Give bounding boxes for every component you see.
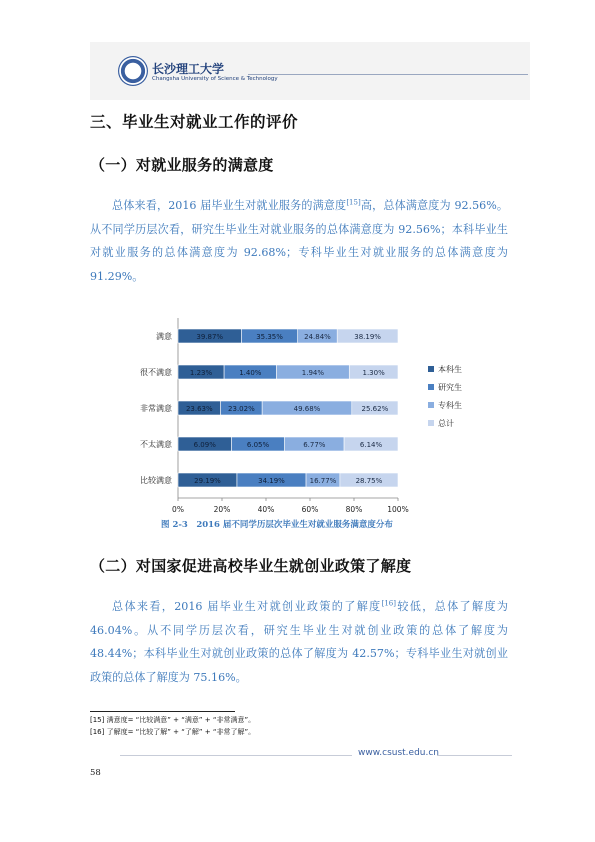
category-label: 比较满意	[140, 476, 172, 485]
data-label: 6.77%	[303, 440, 326, 449]
legend-swatch	[428, 420, 434, 426]
footnote-16: [16] 了解度= “比较了解” + “了解” + “非常了解”。	[90, 728, 256, 736]
data-label: 1.30%	[362, 368, 385, 377]
legend-swatch	[428, 402, 434, 408]
data-label: 34.19%	[258, 476, 285, 485]
satisfaction-stacked-bar-chart	[138, 308, 478, 514]
category-label: 很不满意	[140, 368, 172, 377]
footnote-ref-16[interactable]: [16]	[381, 599, 396, 608]
paragraph-text-end: 高，总体满意度为 92.56%。从不同学历层次看，研究生毕业生对就业服务的总体满意度为 92.56%；本科毕业生对就业服务的总体满意度为 92.68%；专科毕业生对就业服务的总体满意度为 91.29%。	[90, 199, 509, 283]
x-tick-label: 80%	[345, 505, 363, 514]
subsection-title-1: （一）对就业服务的满意度	[90, 156, 274, 174]
data-label: 38.19%	[354, 332, 381, 341]
data-label: 23.63%	[185, 404, 213, 413]
data-label: 6.05%	[246, 440, 270, 449]
data-label: 25.62%	[361, 404, 389, 413]
page-number: 58	[90, 768, 101, 778]
category-label: 不太满意	[140, 440, 172, 449]
footnote-15: [15] 满意度= “比较满意” + “满意” + “非常满意”。	[90, 716, 256, 724]
data-label: 24.84%	[304, 332, 331, 341]
legend-swatch	[428, 366, 434, 372]
footnote-ref-15[interactable]: [15]	[346, 198, 361, 207]
footer-url[interactable]: www.csust.edu.cn	[358, 748, 440, 758]
footnote-divider	[90, 711, 235, 712]
legend-swatch	[428, 384, 434, 390]
legend-label: 研究生	[438, 383, 462, 392]
data-label: 35.35%	[256, 332, 283, 341]
footer-divider	[437, 755, 512, 756]
data-label: 23.02%	[228, 404, 255, 413]
university-logo-icon	[118, 56, 148, 86]
subsection-title-2: （二）对国家促进高校毕业生就创业政策了解度	[90, 557, 412, 575]
x-tick-label: 100%	[387, 505, 409, 514]
university-english-name: Changsha University of Science & Technology	[152, 76, 278, 82]
header-divider	[248, 74, 528, 75]
data-label: 16.77%	[309, 476, 337, 485]
x-tick-label: 20%	[213, 505, 231, 514]
paragraph-text-start: 总体来看，2016 届毕业生对就业服务的满意度	[112, 199, 347, 212]
x-tick-label: 40%	[257, 505, 275, 514]
data-label: 1.40%	[239, 368, 262, 377]
data-label: 6.14%	[359, 440, 383, 449]
data-label: 49.68%	[293, 404, 321, 413]
legend-label: 总计	[438, 419, 454, 428]
footer-divider	[120, 755, 352, 756]
paragraph-text-end: 较低，总体了解度为 46.04%。从不同学历层次看，研究生毕业生对就创业政策的总体了解度为 48.44%；本科毕业生对就创业政策的总体了解度为 42.57%；专科毕业生对就创业政策的总体了解度为 75.16%。	[90, 600, 508, 684]
data-label: 1.23%	[189, 368, 213, 377]
category-label: 满意	[156, 332, 172, 341]
section-title: 三、毕业生对就业工作的评价	[90, 113, 299, 131]
paragraph-service-satisfaction	[90, 194, 508, 288]
category-label: 非常满意	[140, 404, 172, 413]
data-label: 28.75%	[355, 476, 383, 485]
data-label: 1.94%	[301, 368, 325, 377]
data-label: 39.87%	[196, 332, 224, 341]
data-label: 6.09%	[193, 440, 216, 449]
legend-label: 本科生	[438, 365, 462, 374]
university-name: 长沙理工大学	[152, 62, 225, 76]
data-label: 29.19%	[194, 476, 221, 485]
paragraph-policy-awareness	[90, 595, 508, 689]
x-tick-label: 0%	[172, 505, 184, 514]
x-tick-label: 60%	[301, 505, 319, 514]
legend-label: 专科生	[438, 401, 462, 410]
paragraph-text-start: 总体来看，2016 届毕业生对就创业政策的了解度	[112, 600, 382, 613]
chart-caption: 图 2-3 2016 届不同学历层次毕业生对就业服务满意度分布	[161, 520, 393, 530]
